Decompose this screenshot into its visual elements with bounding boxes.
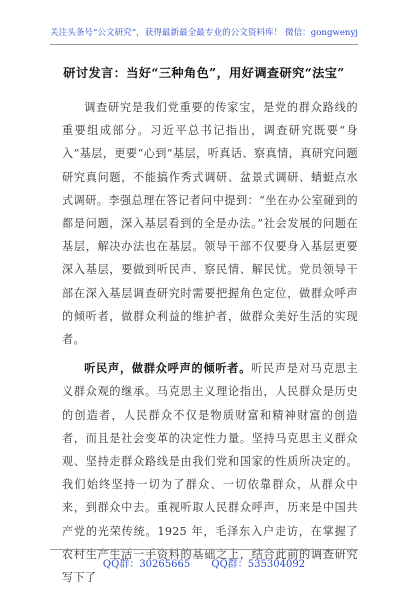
qq-group-1: QQ群：30265665 — [102, 559, 191, 570]
document-title: 研讨发言：当好“三种角色”，用好调查研究“法宝” — [63, 66, 345, 80]
paragraph-2-text: 听民声是对马克思主义群众观的继承。马克思主义理论指出，人民群众是历史的创造者，人民群众不仅是物质财富和精神财富的创造者，而且是社会变革的决定性力量。坚持马克思主义群众观、坚持走群众路线是由我们党和国家的性质所决定的。我们始终坚持一切为了群众、一切依靠群众，从群众中来，到群众中去。重视听取人民群众呼声，历来是中国共产党的光荣传统。1925 年，毛泽东入户走访，在掌握了农村生产生活一手资料的基础之上，结合此前的调查研究写下了 — [62, 362, 359, 585]
document-body — [62, 96, 358, 589]
qq-group-2: QQ群：535304092 — [211, 559, 306, 570]
paragraph-lead-heading: 听民声，做群众呼声的倾听者。 — [84, 362, 252, 376]
top-banner: 关注头条号“公文研究”，获得最新最全最专业的公文资料库！ 微信：gongwenyj — [50, 28, 358, 38]
footer — [0, 555, 408, 570]
body-paragraph-1: 调查研究是我们党重要的传家宝，是党的群众路线的重要组成部分。习近平总书记指出，调查研究既要“身入”基层，更要“心到”基层，听真话、察真情，真研究问题研究真问题，不能搞作秀式调研、盆景式调研、蜻蜓点水式调研。李强总理在答记者问中提到：“坐在办公室碰到的都是问题，深入基层看到的全是办法。”社会发展的问题在基层，解决办法也在基层。领导干部不仅要身入基层更要深入基层，要做到听民声、察民情、解民忧。党员领导干部在深入基层调查研究时需要把握角色定位，做群众呼声的倾听者，做群众利益的维护者，做群众美好生活的实现者。 — [62, 101, 358, 347]
footer-divider — [50, 549, 358, 550]
header-divider — [50, 44, 358, 45]
